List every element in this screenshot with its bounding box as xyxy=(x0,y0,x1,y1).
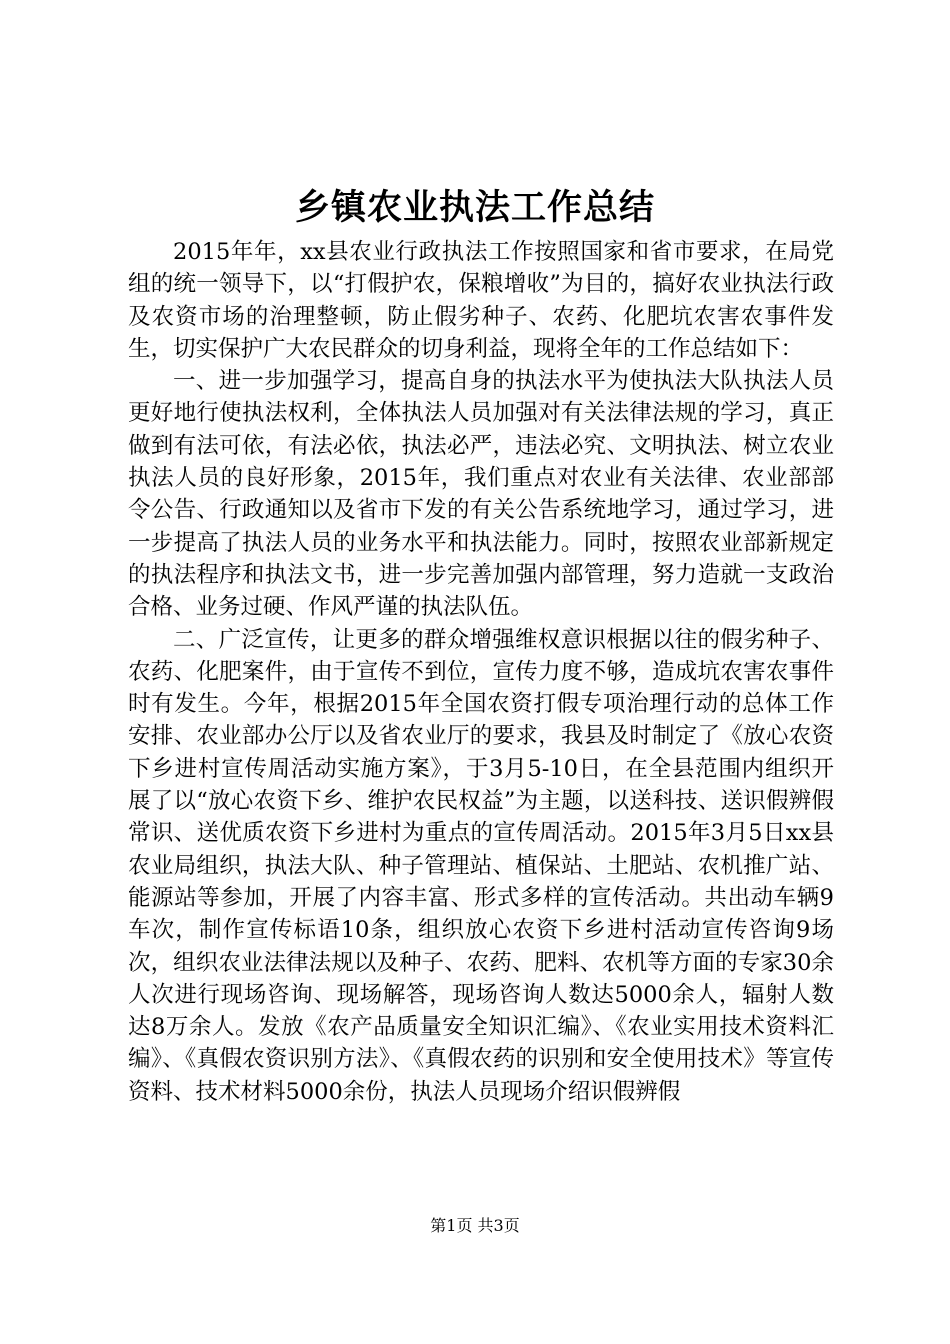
paragraph-section-2: 二、广泛宣传，让更多的群众增强维权意识根据以往的假劣种子、农药、化肥案件，由于宣传不到位，宣传力度不够，造成坑农害农事件时有发生。今年，根据2015年全国农资打假专项治理行动的总体工作安排、农业部办公厅以及省农业厅的要求，我县及时制定了《放心农资下乡进村宣传周活动实施方案》，于3月5-10日，在全县范围内组织开展了以“放心农资下乡、维护农民权益”为主题，以送科技、送识假辨假常识、送优质农资下乡进村为重点的宣传周活动。2015年3月5日xx县农业局组织，执法大队、种子管理站、植保站、土肥站、农机推广站、能源站等参加，开展了内容丰富、形式多样的宣传活动。共出动车辆9车次，制作宣传标语10条，组织放心农资下乡进村活动宣传咨询9场次，组织农业法律法规以及种子、农药、肥料、农机等方面的专家30余人次进行现场咨询、现场解答，现场咨询人数达5000余人，辐射人数达8万余人。发放《农产品质量安全知识汇编》、《农业实用技术资料汇编》、《真假农资识别方法》、《真假农药的识别和安全使用技术》等宣传资料、技术材料5000余份，执法人员现场介绍识假辨假 xyxy=(128,626,834,1105)
document-body xyxy=(128,236,834,1108)
document-title: 乡镇农业执法工作总结 xyxy=(294,187,655,228)
paragraph-intro: 2015年年，xx县农业行政执法工作按照国家和省市要求，在局党组的统一领导下，以“打假护农，保粮增收”为目的，搞好农业执法行政及农资市场的治理整顿，防止假劣种子、农药、化肥坑农害农事件发生，切实保护广大农民群众的切身利益，现将全年的工作总结如下： xyxy=(128,239,834,362)
page-indicator: 第1页 共3页 xyxy=(430,1216,520,1235)
paragraph-section-1: 一、进一步加强学习，提高自身的执法水平为使执法大队执法人员更好地行使执法权利，全体执法人员加强对有关法律法规的学习，真正做到有法可依，有法必依，执法必严，违法必究、文明执法、树立农业执法人员的良好形象，2015年，我们重点对农业有关法律、农业部部令公告、行政通知以及省市下发的有关公告系统地学习，通过学习，进一步提高了执法人员的业务水平和执法能力。同时，按照农业部新规定的执法程序和执法文书，进一步完善加强内部管理，努力造就一支政治合格、业务过硬、作风严谨的执法队伍。 xyxy=(128,368,834,621)
